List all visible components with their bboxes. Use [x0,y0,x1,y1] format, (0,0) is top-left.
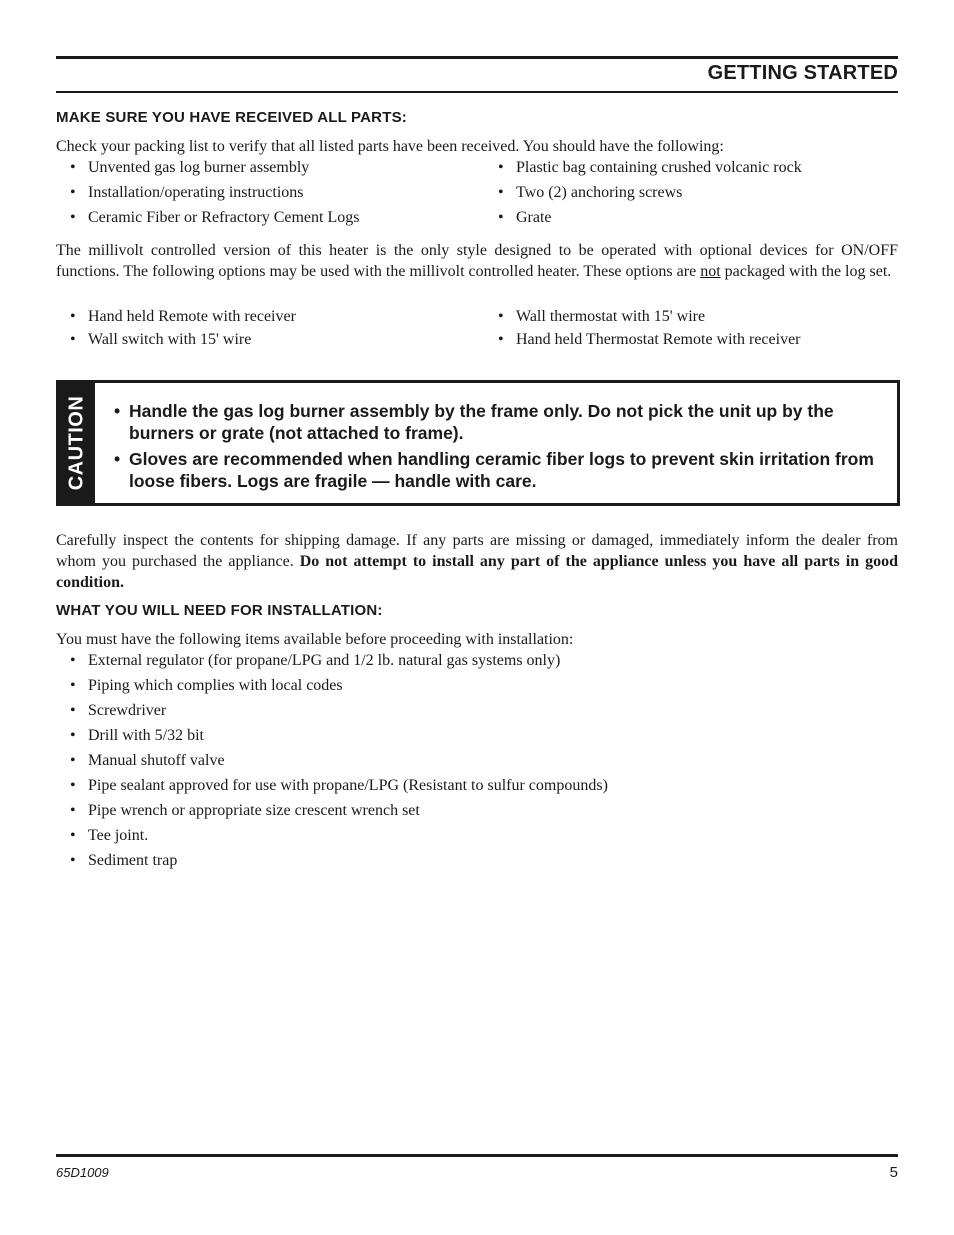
parts-intro: Check your packing list to verify that all listed parts have been received. You should have the following: [56,138,724,155]
document-code: 65D1009 [56,1165,109,1180]
caution-item: • Gloves are recommended when handling ceramic fiber logs to prevent skin irritation from loose fibers. Logs are fragile — handle with care. [114,449,874,491]
inspect-warning: Do not attempt to install any part of the appliance unless you have all parts in good condition. [56,553,899,591]
header-bottom-rule [56,91,898,93]
caution-tab [59,383,95,503]
section-title: GETTING STARTED [707,62,898,84]
footer-rule [56,1154,898,1157]
parts-heading: MAKE SURE YOU HAVE RECEIVED ALL PARTS: [56,109,407,126]
inspect-paragraph: Carefully inspect the contents for shipping damage. If any parts are missing or damaged, immediately inform the dealer from whom you purchased the appliance. Do not attempt to install any part of the appliance unless you have all parts in good condition. [56,532,899,591]
installation-intro: You must have the following items available before proceeding with installation: [56,631,574,648]
caution-item: • Handle the gas log burner assembly by the frame only. Do not pick the unit up by the burners or grate (not attached to frame). [114,401,834,443]
installation-heading: WHAT YOU WILL NEED FOR INSTALLATION: [56,602,383,619]
caution-items [114,400,874,496]
options-paragraph: The millivolt controlled version of this heater is the only style designed to be operated with optional devices for ON/OFF functions. The following options may be used with the millivolt controlled heater. These options are not packaged with the log set. [56,242,898,280]
page-number: 5 [889,1164,898,1181]
emphasis-not: not [700,263,721,280]
caution-label: CAUTION [65,395,88,491]
caution-box [56,380,900,506]
header-top-rule [56,56,898,59]
